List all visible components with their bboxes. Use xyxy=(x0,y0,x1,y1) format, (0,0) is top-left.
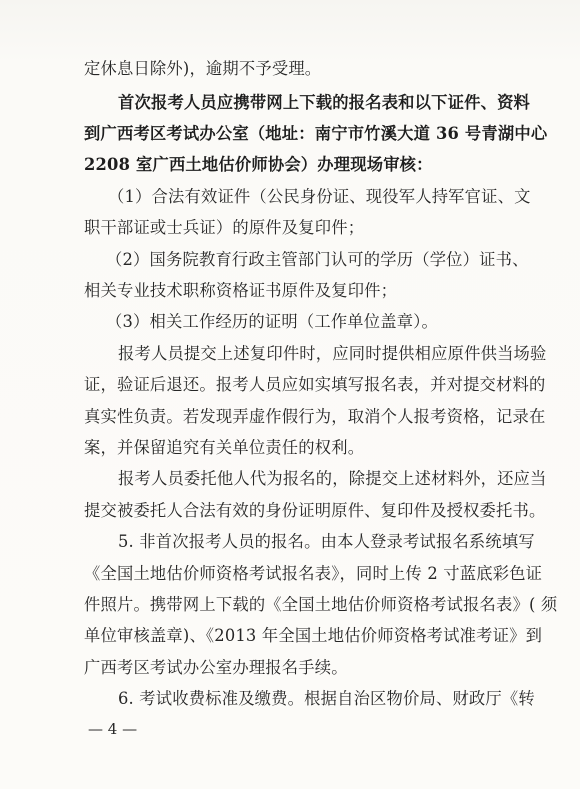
body-text-line: 定休息日除外)，逾期不予受理。 xyxy=(84,58,322,78)
body-text-line: （3）相关工作经历的证明（工作单位盖章）。 xyxy=(106,312,439,332)
body-text-line: 2208 室广西土地估价师协会）办理现场审核： xyxy=(84,155,433,175)
body-text-line: 5. 非首次报考人员的报名。由本人登录考试报名系统填写 xyxy=(118,532,535,552)
page-number: — 4 — xyxy=(88,720,138,738)
body-text-line: 提交被委托人合法有效的身份证明原件、复印件及授权委托书。 xyxy=(84,500,546,520)
body-text-line: （2）国务院教育行政主管部门认可的学历（学位）证书、 xyxy=(106,249,529,269)
body-text-line: 证，验证后退还。报考人员应如实填写报名表，并对提交材料的 xyxy=(84,375,546,395)
body-text-line: 相关专业技术职称资格证书原件及复印件； xyxy=(84,281,398,301)
body-text-line: 报考人员委托他人代为报名的，除提交上述材料外，还应当 xyxy=(118,469,547,489)
body-text-line: 6. 考试收费标准及缴费。根据自治区物价局、财政厅《转 xyxy=(118,689,535,709)
body-text-line: 首次报考人员应携带网上下载的报名表和以下证件、资料 xyxy=(118,92,531,112)
body-text-line: 案，并保留追究有关单位责任的权利。 xyxy=(84,438,365,458)
body-text-line: 到广西考区考试办公室（地址：南宁市竹溪大道 36 号青湖中心 xyxy=(84,124,548,144)
body-text-line: 职干部证或士兵证）的原件及复印件； xyxy=(84,218,365,238)
body-text-line: 单位审核盖章)、《2013 年全国土地估价师资格考试准考证》到 xyxy=(84,626,543,646)
body-text-line: 报考人员提交上述复印件时，应同时提供相应原件供当场验 xyxy=(118,343,547,363)
body-text-line: 广西考区考试办公室办理报名手续。 xyxy=(84,657,348,677)
body-text-line: 《全国土地估价师资格考试报名表》，同时上传 2 寸蓝底彩色证 xyxy=(84,563,543,583)
body-text-line: 真实性负责。若发现弄虚作假行为，取消个人报考资格，记录在 xyxy=(84,406,546,426)
body-text-line: （1）合法有效证件（公民身份证、现役军人持军官证、文 xyxy=(108,186,531,206)
body-text-line: 件照片。携带网上下载的《全国土地估价师资格考试报名表》( 须 xyxy=(84,594,558,614)
